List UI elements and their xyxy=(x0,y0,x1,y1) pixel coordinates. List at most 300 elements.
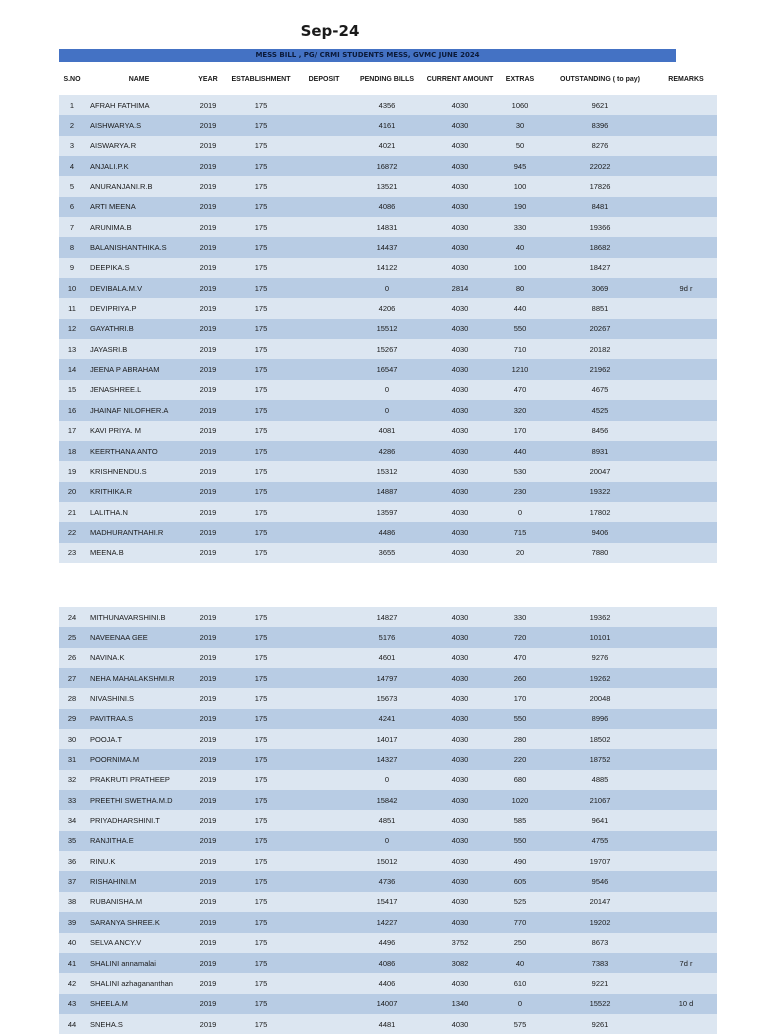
cell-name: PAVITRAA.S xyxy=(90,714,134,724)
table-row xyxy=(59,400,717,420)
cell-extras: 40 xyxy=(515,243,525,253)
cell-outstanding: 4675 xyxy=(591,385,609,395)
cell-pending-bills: 4086 xyxy=(378,202,396,212)
cell-extras: 945 xyxy=(513,161,527,171)
table-row xyxy=(59,197,717,217)
cell-year: 2019 xyxy=(199,612,217,622)
cell-current-amount: 4030 xyxy=(451,653,469,663)
cell-establishment: 175 xyxy=(254,243,268,253)
cell-extras: 440 xyxy=(513,304,527,314)
cell-year: 2019 xyxy=(199,978,217,988)
cell-year: 2019 xyxy=(199,405,217,415)
cell-outstanding: 3069 xyxy=(591,283,609,293)
table-row xyxy=(59,851,717,871)
cell-pending-bills: 0 xyxy=(384,283,390,293)
cell-pending-bills: 4021 xyxy=(378,141,396,151)
cell-name: PRAKRUTI PRATHEEP xyxy=(90,775,170,785)
cell-sno: 26 xyxy=(67,653,77,663)
cell-pending-bills: 14437 xyxy=(376,243,398,253)
cell-name: MADHURANTHAHI.R xyxy=(90,527,164,537)
cell-current-amount: 4030 xyxy=(451,897,469,907)
cell-current-amount: 4030 xyxy=(451,856,469,866)
cell-sno: 3 xyxy=(69,141,75,151)
cell-extras: 550 xyxy=(513,836,527,846)
cell-remarks: 9d r xyxy=(679,283,693,293)
cell-extras: 575 xyxy=(513,1019,527,1029)
cell-establishment: 175 xyxy=(254,161,268,171)
cell-current-amount: 4030 xyxy=(451,263,469,273)
table-row xyxy=(59,607,717,627)
cell-current-amount: 4030 xyxy=(451,243,469,253)
cell-pending-bills: 3655 xyxy=(378,548,396,558)
col-establishment: ESTABLISHMENT xyxy=(231,75,291,83)
col-current-amount: CURRENT AMOUNT xyxy=(426,75,494,83)
cell-year: 2019 xyxy=(199,633,217,643)
cell-outstanding: 8276 xyxy=(591,141,609,151)
cell-current-amount: 2814 xyxy=(451,283,469,293)
cell-outstanding: 10101 xyxy=(589,633,611,643)
cell-extras: 30 xyxy=(515,121,525,131)
cell-outstanding: 9641 xyxy=(591,816,609,826)
col-remarks: REMARKS xyxy=(668,75,704,83)
cell-outstanding: 21067 xyxy=(589,795,611,805)
cell-sno: 7 xyxy=(69,222,75,232)
cell-year: 2019 xyxy=(199,426,217,436)
cell-pending-bills: 4356 xyxy=(378,100,396,110)
cell-current-amount: 4030 xyxy=(451,304,469,314)
cell-sno: 42 xyxy=(67,978,77,988)
cell-year: 2019 xyxy=(199,182,217,192)
cell-current-amount: 4030 xyxy=(451,507,469,517)
cell-establishment: 175 xyxy=(254,222,268,232)
cell-current-amount: 4030 xyxy=(451,202,469,212)
cell-outstanding: 20048 xyxy=(589,694,611,704)
table-row xyxy=(59,892,717,912)
cell-name: DEVIPRIYA.P xyxy=(90,304,137,314)
cell-establishment: 175 xyxy=(254,775,268,785)
cell-pending-bills: 16547 xyxy=(376,365,398,375)
cell-year: 2019 xyxy=(199,344,217,354)
cell-name: SHALINI annamalai xyxy=(90,958,156,968)
cell-name: RISHAHINI.M xyxy=(90,877,137,887)
cell-sno: 12 xyxy=(67,324,77,334)
cell-outstanding: 9276 xyxy=(591,653,609,663)
cell-extras: 680 xyxy=(513,775,527,785)
cell-current-amount: 4030 xyxy=(451,673,469,683)
cell-name: KEERTHANA ANTO xyxy=(90,446,158,456)
cell-year: 2019 xyxy=(199,121,217,131)
cell-sno: 4 xyxy=(69,161,75,171)
cell-current-amount: 4030 xyxy=(451,161,469,171)
cell-pending-bills: 14887 xyxy=(376,487,398,497)
cell-extras: 470 xyxy=(513,385,527,395)
col-extras: EXTRAS xyxy=(505,75,535,83)
cell-extras: 610 xyxy=(513,978,527,988)
cell-current-amount: 4030 xyxy=(451,816,469,826)
cell-name: SELVA ANCY.V xyxy=(90,938,142,948)
cell-outstanding: 20047 xyxy=(589,466,611,476)
cell-name: AISWARYA.R xyxy=(90,141,137,151)
table-row xyxy=(59,831,717,851)
cell-establishment: 175 xyxy=(254,999,268,1009)
cell-current-amount: 1340 xyxy=(451,999,469,1009)
table-row xyxy=(59,441,717,461)
cell-outstanding: 19262 xyxy=(589,673,611,683)
cell-pending-bills: 4851 xyxy=(378,816,396,826)
cell-outstanding: 17826 xyxy=(589,182,611,192)
cell-extras: 1210 xyxy=(511,365,529,375)
cell-sno: 31 xyxy=(67,755,77,765)
cell-outstanding: 8456 xyxy=(591,426,609,436)
cell-pending-bills: 5176 xyxy=(378,633,396,643)
cell-year: 2019 xyxy=(199,938,217,948)
cell-current-amount: 3752 xyxy=(451,938,469,948)
cell-name: ANURANJANI.R.B xyxy=(90,182,153,192)
cell-year: 2019 xyxy=(199,385,217,395)
table-row xyxy=(59,912,717,932)
cell-current-amount: 4030 xyxy=(451,182,469,192)
cell-establishment: 175 xyxy=(254,653,268,663)
table-row xyxy=(59,627,717,647)
cell-extras: 710 xyxy=(513,344,527,354)
cell-establishment: 175 xyxy=(254,897,268,907)
cell-pending-bills: 4206 xyxy=(378,304,396,314)
cell-year: 2019 xyxy=(199,775,217,785)
cell-pending-bills: 15267 xyxy=(376,344,398,354)
cell-extras: 440 xyxy=(513,446,527,456)
cell-extras: 80 xyxy=(515,283,525,293)
cell-establishment: 175 xyxy=(254,877,268,887)
cell-establishment: 175 xyxy=(254,548,268,558)
cell-establishment: 175 xyxy=(254,527,268,537)
cell-outstanding: 19707 xyxy=(589,856,611,866)
cell-establishment: 175 xyxy=(254,978,268,988)
cell-current-amount: 4030 xyxy=(451,405,469,415)
cell-name: NEHA MAHALAKSHMI.R xyxy=(90,673,175,683)
cell-current-amount: 4030 xyxy=(451,222,469,232)
cell-name: RINU.K xyxy=(90,856,116,866)
cell-name: ARTI MEENA xyxy=(90,202,136,212)
cell-outstanding: 8996 xyxy=(591,714,609,724)
table-row xyxy=(59,237,717,257)
table-group-1 xyxy=(59,95,717,563)
cell-year: 2019 xyxy=(199,446,217,456)
cell-pending-bills: 0 xyxy=(384,775,390,785)
cell-establishment: 175 xyxy=(254,446,268,456)
cell-extras: 770 xyxy=(513,917,527,927)
cell-outstanding: 18682 xyxy=(589,243,611,253)
table-row xyxy=(59,319,717,339)
cell-current-amount: 4030 xyxy=(451,633,469,643)
cell-pending-bills: 14797 xyxy=(376,673,398,683)
cell-year: 2019 xyxy=(199,507,217,517)
cell-current-amount: 4030 xyxy=(451,612,469,622)
table-row xyxy=(59,115,717,135)
col-name: NAME xyxy=(128,75,150,83)
cell-outstanding: 20267 xyxy=(589,324,611,334)
cell-sno: 5 xyxy=(69,182,75,192)
cell-establishment: 175 xyxy=(254,507,268,517)
cell-extras: 605 xyxy=(513,877,527,887)
cell-sno: 24 xyxy=(67,612,77,622)
cell-extras: 530 xyxy=(513,466,527,476)
cell-current-amount: 4030 xyxy=(451,466,469,476)
cell-extras: 20 xyxy=(515,548,525,558)
cell-name: RANJITHA.E xyxy=(90,836,134,846)
cell-extras: 100 xyxy=(513,182,527,192)
cell-sno: 8 xyxy=(69,243,75,253)
cell-pending-bills: 4286 xyxy=(378,446,396,456)
cell-establishment: 175 xyxy=(254,283,268,293)
cell-outstanding: 22022 xyxy=(589,161,611,171)
cell-establishment: 175 xyxy=(254,121,268,131)
cell-year: 2019 xyxy=(199,466,217,476)
cell-establishment: 175 xyxy=(254,734,268,744)
cell-current-amount: 4030 xyxy=(451,344,469,354)
cell-establishment: 175 xyxy=(254,385,268,395)
cell-outstanding: 19366 xyxy=(589,222,611,232)
table-row xyxy=(59,973,717,993)
cell-pending-bills: 4481 xyxy=(378,1019,396,1029)
cell-sno: 18 xyxy=(67,446,77,456)
cell-extras: 585 xyxy=(513,816,527,826)
cell-pending-bills: 15842 xyxy=(376,795,398,805)
cell-name: KRISHNENDU.S xyxy=(90,466,147,476)
cell-year: 2019 xyxy=(199,222,217,232)
cell-extras: 720 xyxy=(513,633,527,643)
cell-current-amount: 4030 xyxy=(451,324,469,334)
cell-name: NAVINA.K xyxy=(90,653,125,663)
cell-outstanding: 21962 xyxy=(589,365,611,375)
cell-sno: 13 xyxy=(67,344,77,354)
cell-year: 2019 xyxy=(199,999,217,1009)
cell-extras: 525 xyxy=(513,897,527,907)
table-row xyxy=(59,709,717,729)
cell-year: 2019 xyxy=(199,673,217,683)
cell-sno: 1 xyxy=(69,100,75,110)
cell-name: POORNIMA.M xyxy=(90,755,140,765)
cell-current-amount: 4030 xyxy=(451,1019,469,1029)
cell-sno: 14 xyxy=(67,365,77,375)
cell-outstanding: 4755 xyxy=(591,836,609,846)
table-row xyxy=(59,95,717,115)
table-row xyxy=(59,461,717,481)
cell-name: DEVIBALA.M.V xyxy=(90,283,143,293)
table-row xyxy=(59,380,717,400)
table-row xyxy=(59,176,717,196)
cell-pending-bills: 14227 xyxy=(376,917,398,927)
cell-pending-bills: 15312 xyxy=(376,466,398,476)
cell-pending-bills: 4496 xyxy=(378,938,396,948)
cell-year: 2019 xyxy=(199,856,217,866)
table-row xyxy=(59,749,717,769)
cell-year: 2019 xyxy=(199,755,217,765)
cell-year: 2019 xyxy=(199,304,217,314)
cell-pending-bills: 14007 xyxy=(376,999,398,1009)
cell-establishment: 175 xyxy=(254,633,268,643)
cell-establishment: 175 xyxy=(254,673,268,683)
cell-outstanding: 4885 xyxy=(591,775,609,785)
cell-extras: 0 xyxy=(517,507,523,517)
col-deposit: DEPOSIT xyxy=(308,75,340,83)
cell-pending-bills: 4086 xyxy=(378,958,396,968)
col-year: YEAR xyxy=(198,75,218,83)
table-row xyxy=(59,668,717,688)
cell-outstanding: 9221 xyxy=(591,978,609,988)
cell-extras: 40 xyxy=(515,958,525,968)
cell-current-amount: 4030 xyxy=(451,694,469,704)
cell-year: 2019 xyxy=(199,202,217,212)
cell-pending-bills: 4081 xyxy=(378,426,396,436)
cell-outstanding: 19202 xyxy=(589,917,611,927)
cell-outstanding: 18427 xyxy=(589,263,611,273)
cell-sno: 21 xyxy=(67,507,77,517)
table-row xyxy=(59,688,717,708)
cell-extras: 190 xyxy=(513,202,527,212)
cell-extras: 715 xyxy=(513,527,527,537)
cell-name: JHAINAF NILOFHER.A xyxy=(90,405,169,415)
cell-extras: 0 xyxy=(517,999,523,1009)
cell-current-amount: 4030 xyxy=(451,385,469,395)
cell-establishment: 175 xyxy=(254,202,268,212)
cell-remarks: 10 d xyxy=(678,999,694,1009)
cell-year: 2019 xyxy=(199,263,217,273)
cell-year: 2019 xyxy=(199,795,217,805)
cell-year: 2019 xyxy=(199,243,217,253)
cell-sno: 22 xyxy=(67,527,77,537)
cell-sno: 25 xyxy=(67,633,77,643)
table-group-2 xyxy=(59,607,717,1034)
cell-pending-bills: 0 xyxy=(384,836,390,846)
cell-extras: 320 xyxy=(513,405,527,415)
cell-outstanding: 9406 xyxy=(591,527,609,537)
cell-establishment: 175 xyxy=(254,612,268,622)
cell-outstanding: 20147 xyxy=(589,897,611,907)
table-row xyxy=(59,522,717,542)
cell-establishment: 175 xyxy=(254,694,268,704)
table-header xyxy=(59,70,717,88)
cell-current-amount: 4030 xyxy=(451,775,469,785)
cell-pending-bills: 0 xyxy=(384,385,390,395)
cell-name: POOJA.T xyxy=(90,734,123,744)
cell-sno: 32 xyxy=(67,775,77,785)
cell-pending-bills: 4406 xyxy=(378,978,396,988)
cell-current-amount: 4030 xyxy=(451,877,469,887)
cell-current-amount: 4030 xyxy=(451,548,469,558)
cell-extras: 250 xyxy=(513,938,527,948)
cell-current-amount: 4030 xyxy=(451,755,469,765)
table-row xyxy=(59,810,717,830)
cell-sno: 2 xyxy=(69,121,75,131)
cell-pending-bills: 0 xyxy=(384,405,390,415)
cell-outstanding: 17802 xyxy=(589,507,611,517)
cell-extras: 330 xyxy=(513,222,527,232)
table-row xyxy=(59,729,717,749)
cell-name: ARUNIMA.B xyxy=(90,222,132,232)
cell-year: 2019 xyxy=(199,527,217,537)
cell-extras: 490 xyxy=(513,856,527,866)
cell-pending-bills: 14831 xyxy=(376,222,398,232)
cell-extras: 220 xyxy=(513,755,527,765)
cell-establishment: 175 xyxy=(254,263,268,273)
cell-current-amount: 4030 xyxy=(451,121,469,131)
cell-establishment: 175 xyxy=(254,365,268,375)
cell-pending-bills: 15012 xyxy=(376,856,398,866)
cell-sno: 43 xyxy=(67,999,77,1009)
cell-sno: 40 xyxy=(67,938,77,948)
table-row xyxy=(59,502,717,522)
cell-pending-bills: 14017 xyxy=(376,734,398,744)
cell-sno: 35 xyxy=(67,836,77,846)
cell-outstanding: 15522 xyxy=(589,999,611,1009)
cell-establishment: 175 xyxy=(254,1019,268,1029)
cell-sno: 9 xyxy=(69,263,75,273)
cell-year: 2019 xyxy=(199,161,217,171)
cell-name: SHALINI azhagananthan xyxy=(90,978,173,988)
cell-outstanding: 9261 xyxy=(591,1019,609,1029)
cell-extras: 280 xyxy=(513,734,527,744)
cell-year: 2019 xyxy=(199,324,217,334)
cell-year: 2019 xyxy=(199,877,217,887)
cell-pending-bills: 4161 xyxy=(378,121,396,131)
table-row xyxy=(59,359,717,379)
cell-name: PREETHI SWETHA.M.D xyxy=(90,795,173,805)
cell-sno: 29 xyxy=(67,714,77,724)
cell-outstanding: 20182 xyxy=(589,344,611,354)
cell-year: 2019 xyxy=(199,100,217,110)
cell-establishment: 175 xyxy=(254,182,268,192)
cell-year: 2019 xyxy=(199,917,217,927)
cell-name: SNEHA.S xyxy=(90,1019,123,1029)
cell-establishment: 175 xyxy=(254,816,268,826)
cell-sno: 15 xyxy=(67,385,77,395)
cell-pending-bills: 4601 xyxy=(378,653,396,663)
cell-name: SARANYA SHREE.K xyxy=(90,917,160,927)
table-row xyxy=(59,933,717,953)
cell-current-amount: 4030 xyxy=(451,836,469,846)
cell-current-amount: 4030 xyxy=(451,141,469,151)
table-row xyxy=(59,156,717,176)
cell-pending-bills: 13521 xyxy=(376,182,398,192)
col-outstanding: OUTSTANDING ( to pay) xyxy=(560,75,640,83)
cell-remarks: 7d r xyxy=(679,958,693,968)
cell-sno: 41 xyxy=(67,958,77,968)
cell-name: NAVEENAA GEE xyxy=(90,633,148,643)
table-row xyxy=(59,790,717,810)
cell-sno: 6 xyxy=(69,202,75,212)
table-row xyxy=(59,871,717,891)
table-row xyxy=(59,770,717,790)
cell-outstanding: 9621 xyxy=(591,100,609,110)
cell-name: LALITHA.N xyxy=(90,507,128,517)
cell-outstanding: 8851 xyxy=(591,304,609,314)
cell-establishment: 175 xyxy=(254,405,268,415)
cell-name: KRITHIKA.R xyxy=(90,487,133,497)
cell-establishment: 175 xyxy=(254,466,268,476)
cell-name: AFRAH FATHIMA xyxy=(90,100,150,110)
cell-year: 2019 xyxy=(199,816,217,826)
cell-outstanding: 18502 xyxy=(589,734,611,744)
cell-pending-bills: 15512 xyxy=(376,324,398,334)
cell-sno: 37 xyxy=(67,877,77,887)
cell-year: 2019 xyxy=(199,487,217,497)
cell-establishment: 175 xyxy=(254,836,268,846)
cell-current-amount: 4030 xyxy=(451,917,469,927)
cell-current-amount: 4030 xyxy=(451,527,469,537)
cell-outstanding: 4525 xyxy=(591,405,609,415)
cell-establishment: 175 xyxy=(254,324,268,334)
cell-sno: 27 xyxy=(67,673,77,683)
